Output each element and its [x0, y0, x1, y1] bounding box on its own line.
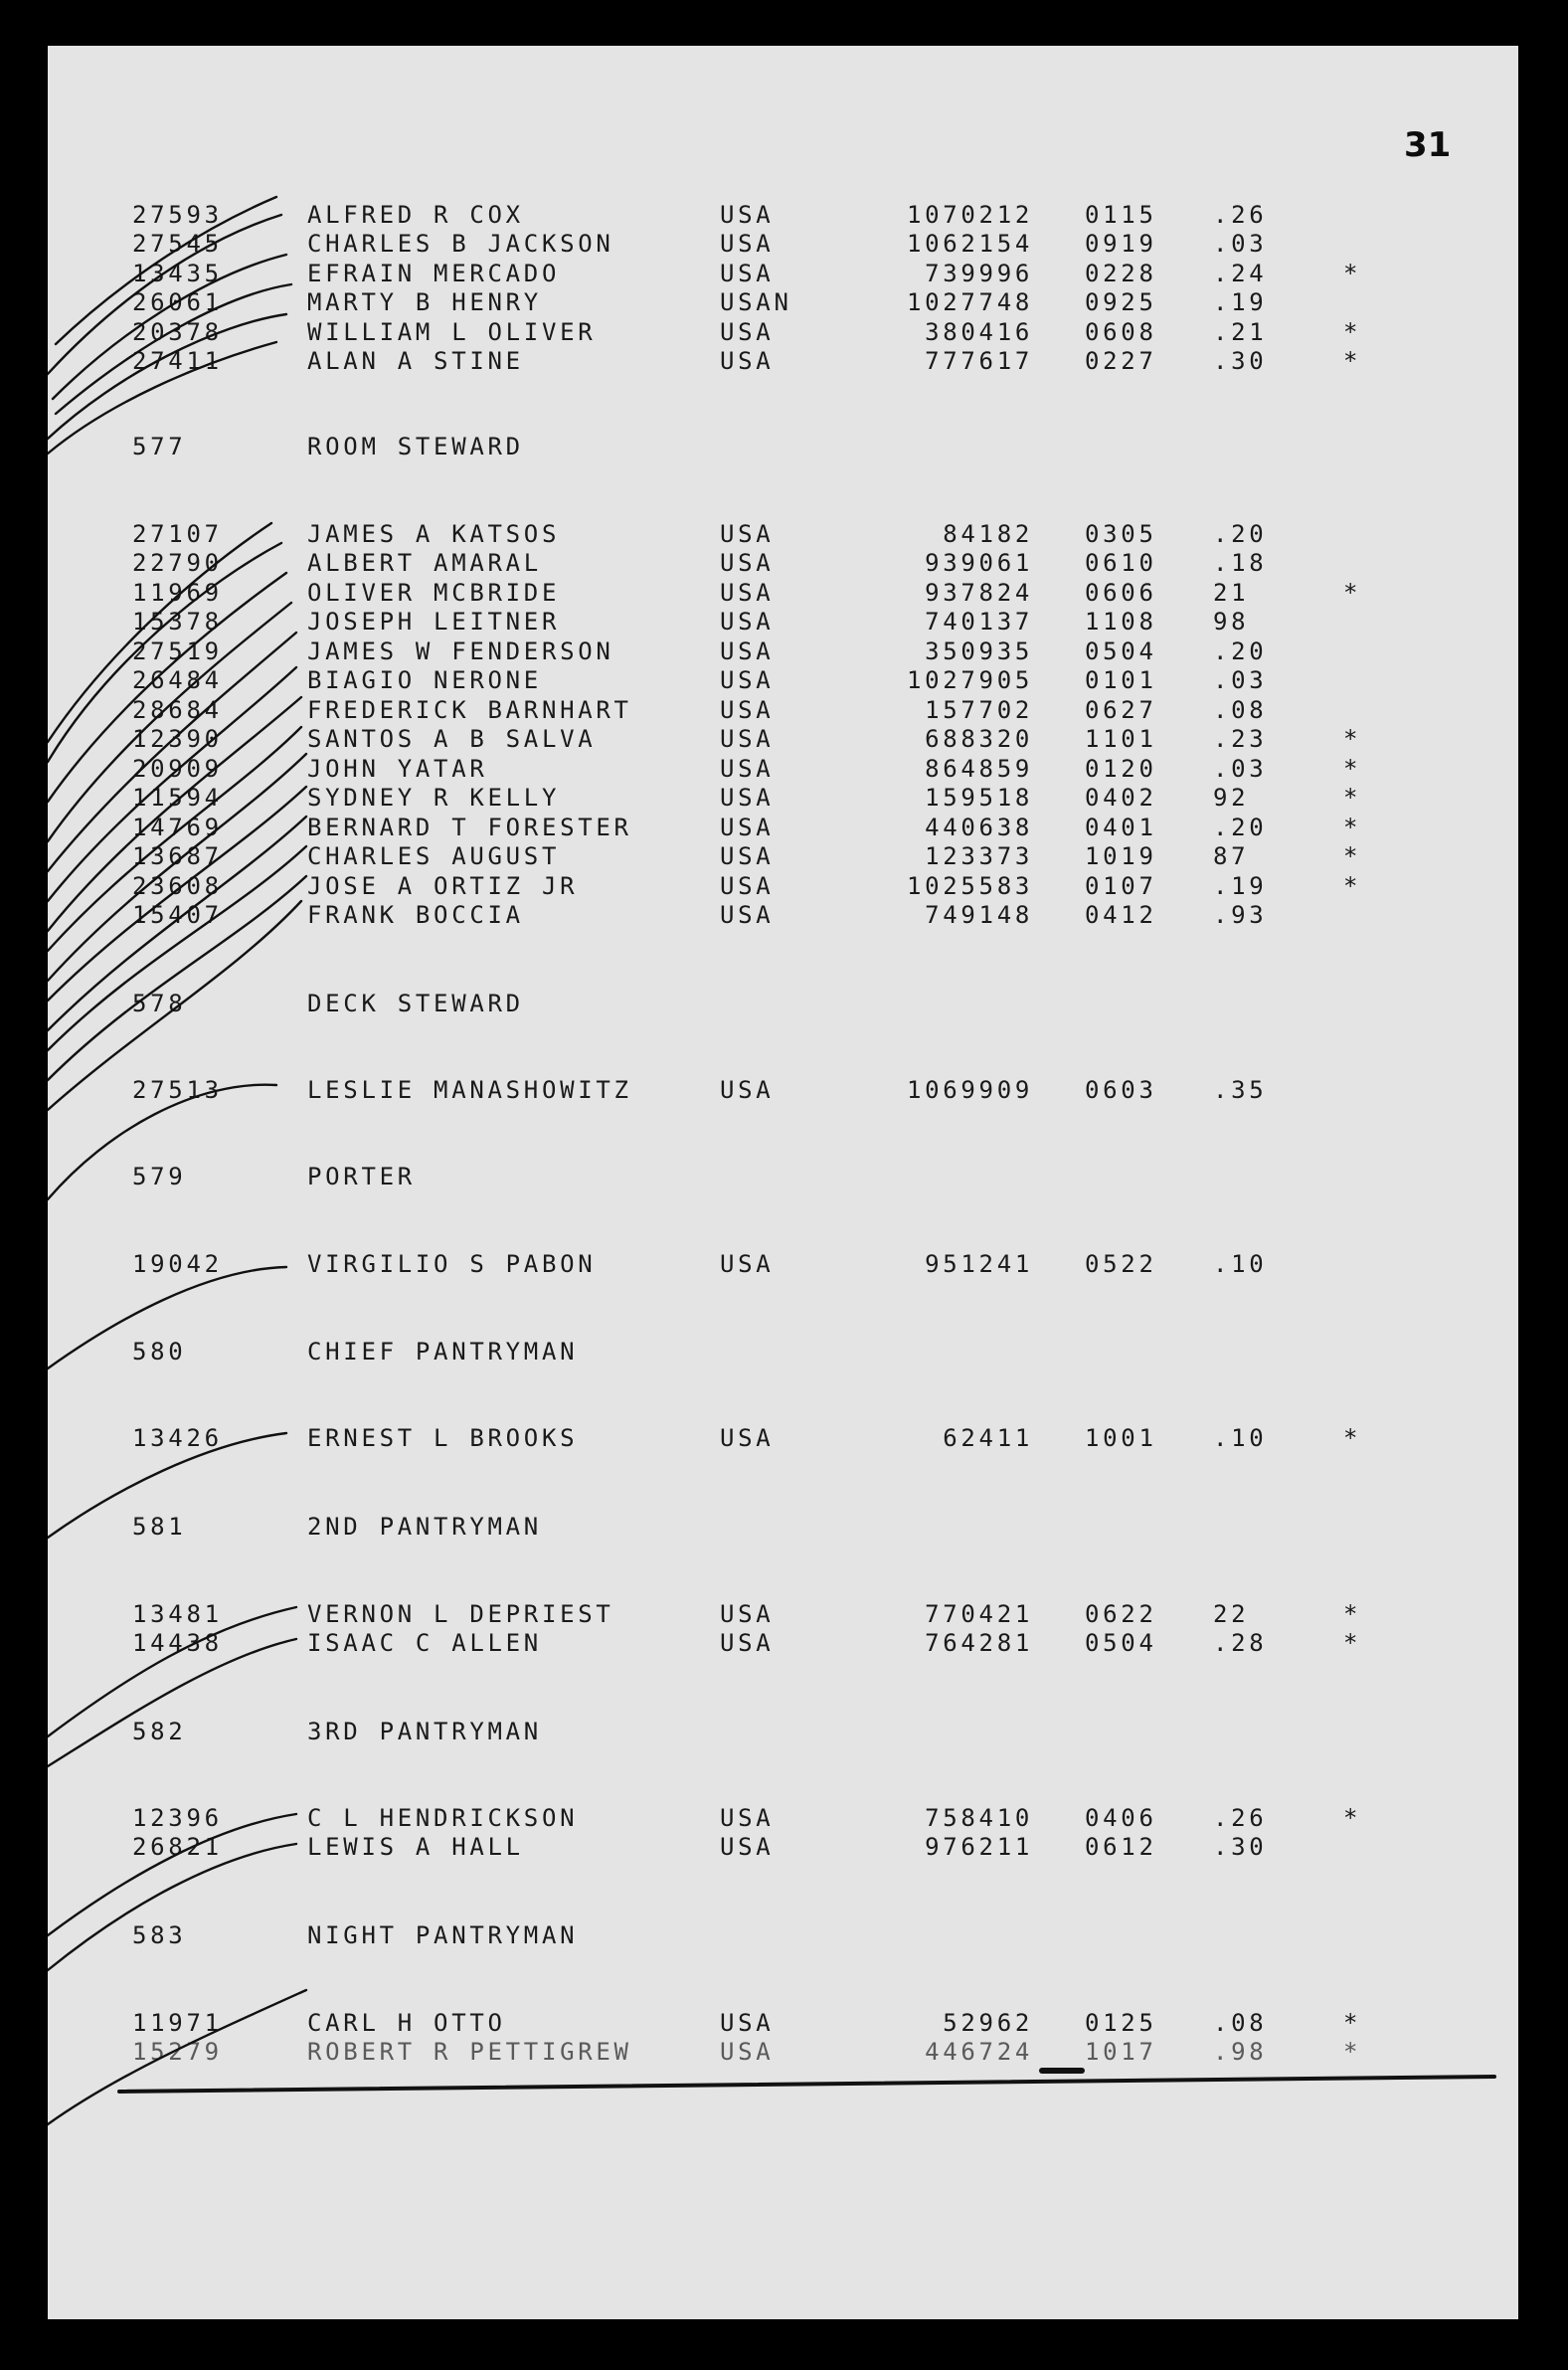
- value: 87: [1213, 842, 1250, 870]
- section-code: 577: [132, 433, 187, 460]
- date-code: 0622: [1085, 1600, 1157, 1628]
- nationality: USA: [720, 347, 775, 375]
- crew-id: 27545: [132, 230, 223, 258]
- date-code: 0627: [1085, 696, 1157, 724]
- certificate-number: 440638: [925, 814, 1033, 841]
- certificate-number: 446724: [925, 2038, 1033, 2066]
- value: .26: [1213, 1804, 1268, 1832]
- nationality: USA: [720, 260, 775, 287]
- crew-id: 13426: [132, 1424, 223, 1452]
- nationality: USA: [720, 549, 775, 577]
- crew-name: CHARLES B JACKSON: [307, 230, 614, 258]
- section-code: 578: [132, 990, 187, 1017]
- crew-id: 20909: [132, 755, 223, 783]
- nationality: USA: [720, 318, 775, 346]
- flag-mark: *: [1343, 579, 1362, 607]
- date-code: 0610: [1085, 549, 1157, 577]
- value: .28: [1213, 1629, 1268, 1657]
- certificate-number: 937824: [925, 579, 1033, 607]
- certificate-number: 740137: [925, 608, 1033, 636]
- nationality: USA: [720, 755, 775, 783]
- crew-name: LEWIS A HALL: [307, 1833, 524, 1861]
- flag-mark: *: [1343, 1804, 1362, 1832]
- nationality: USA: [720, 814, 775, 841]
- crew-name: JOSE A ORTIZ JR: [307, 872, 579, 900]
- date-code: 0919: [1085, 230, 1157, 258]
- certificate-number: 1070212: [906, 201, 1033, 229]
- nationality: USA: [720, 725, 775, 753]
- document-page: [48, 46, 1518, 2319]
- value: .18: [1213, 549, 1268, 577]
- crew-id: 23608: [132, 872, 223, 900]
- crew-name: CHARLES AUGUST: [307, 842, 561, 870]
- nationality: USA: [720, 201, 775, 229]
- value: .08: [1213, 2009, 1268, 2037]
- section-code: 581: [132, 1513, 187, 1541]
- value: .21: [1213, 318, 1268, 346]
- nationality: USA: [720, 666, 775, 694]
- nationality: USA: [720, 1076, 775, 1104]
- crew-name: SANTOS A B SALVA: [307, 725, 597, 753]
- crew-id: 26061: [132, 288, 223, 316]
- crew-name: VIRGILIO S PABON: [307, 1250, 597, 1278]
- date-code: 0504: [1085, 1629, 1157, 1657]
- certificate-number: 1027748: [906, 288, 1033, 316]
- crew-id: 14769: [132, 814, 223, 841]
- section-title: 2ND PANTRYMAN: [307, 1513, 542, 1541]
- date-code: 0115: [1085, 201, 1157, 229]
- crew-name: ALAN A STINE: [307, 347, 524, 375]
- crew-id: 26484: [132, 666, 223, 694]
- value: .98: [1213, 2038, 1268, 2066]
- nationality: USA: [720, 696, 775, 724]
- crew-name: BIAGIO NERONE: [307, 666, 542, 694]
- flag-mark: *: [1343, 260, 1362, 287]
- certificate-number: 777617: [925, 347, 1033, 375]
- flag-mark: *: [1343, 2038, 1362, 2066]
- value: .03: [1213, 755, 1268, 783]
- crew-id: 27107: [132, 520, 223, 548]
- flag-mark: *: [1343, 1629, 1362, 1657]
- crew-name: C L HENDRICKSON: [307, 1804, 579, 1832]
- nationality: USA: [720, 1629, 775, 1657]
- value: .30: [1213, 347, 1268, 375]
- crew-name: BERNARD T FORESTER: [307, 814, 632, 841]
- crew-id: 13481: [132, 1600, 223, 1628]
- certificate-number: 1025583: [906, 872, 1033, 900]
- crew-name: JAMES W FENDERSON: [307, 638, 614, 665]
- date-code: 1017: [1085, 2038, 1157, 2066]
- crew-name: LESLIE MANASHOWITZ: [307, 1076, 632, 1104]
- crew-name: ALFRED R COX: [307, 201, 524, 229]
- certificate-number: 350935: [925, 638, 1033, 665]
- section-title: CHIEF PANTRYMAN: [307, 1338, 579, 1366]
- page-number: 31: [1404, 125, 1452, 165]
- flag-mark: *: [1343, 842, 1362, 870]
- certificate-number: 1062154: [906, 230, 1033, 258]
- value: .30: [1213, 1833, 1268, 1861]
- value: .03: [1213, 230, 1268, 258]
- date-code: 0925: [1085, 288, 1157, 316]
- nationality: USA: [720, 2038, 775, 2066]
- crew-id: 27593: [132, 201, 223, 229]
- nationality: USA: [720, 1250, 775, 1278]
- crew-id: 20378: [132, 318, 223, 346]
- crew-id: 27519: [132, 638, 223, 665]
- crew-id: 15378: [132, 608, 223, 636]
- value: 92: [1213, 784, 1250, 812]
- date-code: 0101: [1085, 666, 1157, 694]
- section-code: 583: [132, 1921, 187, 1949]
- crew-id: 27513: [132, 1076, 223, 1104]
- date-code: 0603: [1085, 1076, 1157, 1104]
- value: .24: [1213, 260, 1268, 287]
- certificate-number: 84182: [943, 520, 1033, 548]
- strike-through-line: [119, 2077, 1494, 2092]
- certificate-number: 764281: [925, 1629, 1033, 1657]
- handwritten-check-marks: [48, 46, 1518, 2319]
- date-code: 0504: [1085, 638, 1157, 665]
- flag-mark: *: [1343, 814, 1362, 841]
- section-title: DECK STEWARD: [307, 990, 524, 1017]
- crew-name: OLIVER MCBRIDE: [307, 579, 561, 607]
- certificate-number: 770421: [925, 1600, 1033, 1628]
- certificate-number: 157702: [925, 696, 1033, 724]
- flag-mark: *: [1343, 755, 1362, 783]
- value: 98: [1213, 608, 1250, 636]
- nationality: USA: [720, 230, 775, 258]
- value: .23: [1213, 725, 1268, 753]
- crew-id: 13687: [132, 842, 223, 870]
- value: .19: [1213, 288, 1268, 316]
- certificate-number: 1069909: [906, 1076, 1033, 1104]
- flag-mark: *: [1343, 2009, 1362, 2037]
- crew-name: ISAAC C ALLEN: [307, 1629, 542, 1657]
- section-code: 580: [132, 1338, 187, 1366]
- crew-id: 19042: [132, 1250, 223, 1278]
- date-code: 0125: [1085, 2009, 1157, 2037]
- date-code: 1101: [1085, 725, 1157, 753]
- date-code: 0406: [1085, 1804, 1157, 1832]
- crew-name: SYDNEY R KELLY: [307, 784, 561, 812]
- nationality: USA: [720, 901, 775, 929]
- certificate-number: 1027905: [906, 666, 1033, 694]
- flag-mark: *: [1343, 1424, 1362, 1452]
- certificate-number: 123373: [925, 842, 1033, 870]
- value: .10: [1213, 1424, 1268, 1452]
- section-title: NIGHT PANTRYMAN: [307, 1921, 579, 1949]
- nationality: USA: [720, 579, 775, 607]
- date-code: 1108: [1085, 608, 1157, 636]
- date-code: 0305: [1085, 520, 1157, 548]
- certificate-number: 52962: [943, 2009, 1033, 2037]
- nationality: USA: [720, 872, 775, 900]
- crew-name: VERNON L DEPRIEST: [307, 1600, 614, 1628]
- value: .93: [1213, 901, 1268, 929]
- crew-name: ROBERT R PETTIGREW: [307, 2038, 632, 2066]
- date-code: 0612: [1085, 1833, 1157, 1861]
- crew-id: 14438: [132, 1629, 223, 1657]
- crew-name: CARL H OTTO: [307, 2009, 506, 2037]
- nationality: USA: [720, 1833, 775, 1861]
- crew-id: 28684: [132, 696, 223, 724]
- flag-mark: *: [1343, 725, 1362, 753]
- date-code: 1019: [1085, 842, 1157, 870]
- nationality: USA: [720, 1804, 775, 1832]
- date-code: 0401: [1085, 814, 1157, 841]
- date-code: 1001: [1085, 1424, 1157, 1452]
- crew-id: 12396: [132, 1804, 223, 1832]
- crew-id: 12390: [132, 725, 223, 753]
- date-code: 0412: [1085, 901, 1157, 929]
- section-title: PORTER: [307, 1163, 416, 1190]
- certificate-number: 749148: [925, 901, 1033, 929]
- crew-name: FRANK BOCCIA: [307, 901, 524, 929]
- certificate-number: 159518: [925, 784, 1033, 812]
- crew-id: 13435: [132, 260, 223, 287]
- value: .03: [1213, 666, 1268, 694]
- value: .19: [1213, 872, 1268, 900]
- certificate-number: 758410: [925, 1804, 1033, 1832]
- flag-mark: *: [1343, 318, 1362, 346]
- section-code: 582: [132, 1718, 187, 1745]
- nationality: USA: [720, 520, 775, 548]
- crew-name: JOHN YATAR: [307, 755, 488, 783]
- date-code: 0107: [1085, 872, 1157, 900]
- crew-id: 11594: [132, 784, 223, 812]
- check-mark: [48, 1639, 296, 1766]
- date-code: 0228: [1085, 260, 1157, 287]
- nationality: USA: [720, 638, 775, 665]
- section-code: 579: [132, 1163, 187, 1190]
- section-title: 3RD PANTRYMAN: [307, 1718, 542, 1745]
- flag-mark: *: [1343, 872, 1362, 900]
- crew-id: 15407: [132, 901, 223, 929]
- crew-id: 22790: [132, 549, 223, 577]
- certificate-number: 62411: [943, 1424, 1033, 1452]
- date-code: 0227: [1085, 347, 1157, 375]
- date-code: 0522: [1085, 1250, 1157, 1278]
- section-title: ROOM STEWARD: [307, 433, 524, 460]
- crew-name: FREDERICK BARNHART: [307, 696, 632, 724]
- value: .10: [1213, 1250, 1268, 1278]
- crew-id: 26821: [132, 1833, 223, 1861]
- date-code: 0120: [1085, 755, 1157, 783]
- certificate-number: 939061: [925, 549, 1033, 577]
- nationality: USA: [720, 2009, 775, 2037]
- check-mark: [48, 1844, 296, 1970]
- certificate-number: 739996: [925, 260, 1033, 287]
- value: .26: [1213, 201, 1268, 229]
- certificate-number: 976211: [925, 1833, 1033, 1861]
- crew-id: 11971: [132, 2009, 223, 2037]
- flag-mark: *: [1343, 347, 1362, 375]
- flag-mark: *: [1343, 784, 1362, 812]
- crew-name: ERNEST L BROOKS: [307, 1424, 579, 1452]
- crew-name: EFRAIN MERCADO: [307, 260, 561, 287]
- crew-name: JAMES A KATSOS: [307, 520, 561, 548]
- crew-name: ALBERT AMARAL: [307, 549, 542, 577]
- nationality: USA: [720, 1424, 775, 1452]
- value: .20: [1213, 520, 1268, 548]
- nationality: USA: [720, 784, 775, 812]
- crew-name: WILLIAM L OLIVER: [307, 318, 597, 346]
- crew-id: 27411: [132, 347, 223, 375]
- flag-mark: *: [1343, 1600, 1362, 1628]
- value: .35: [1213, 1076, 1268, 1104]
- value: .20: [1213, 814, 1268, 841]
- crew-id: 11969: [132, 579, 223, 607]
- date-code: 0608: [1085, 318, 1157, 346]
- certificate-number: 380416: [925, 318, 1033, 346]
- nationality: USA: [720, 1600, 775, 1628]
- value: 21: [1213, 579, 1250, 607]
- certificate-number: 864859: [925, 755, 1033, 783]
- crew-id: 15279: [132, 2038, 223, 2066]
- certificate-number: 688320: [925, 725, 1033, 753]
- nationality: USAN: [720, 288, 792, 316]
- crew-name: JOSEPH LEITNER: [307, 608, 561, 636]
- nationality: USA: [720, 608, 775, 636]
- value: 22: [1213, 1600, 1250, 1628]
- value: .08: [1213, 696, 1268, 724]
- nationality: USA: [720, 842, 775, 870]
- certificate-number: 951241: [925, 1250, 1033, 1278]
- date-code: 0606: [1085, 579, 1157, 607]
- value: .20: [1213, 638, 1268, 665]
- date-code: 0402: [1085, 784, 1157, 812]
- crew-name: MARTY B HENRY: [307, 288, 542, 316]
